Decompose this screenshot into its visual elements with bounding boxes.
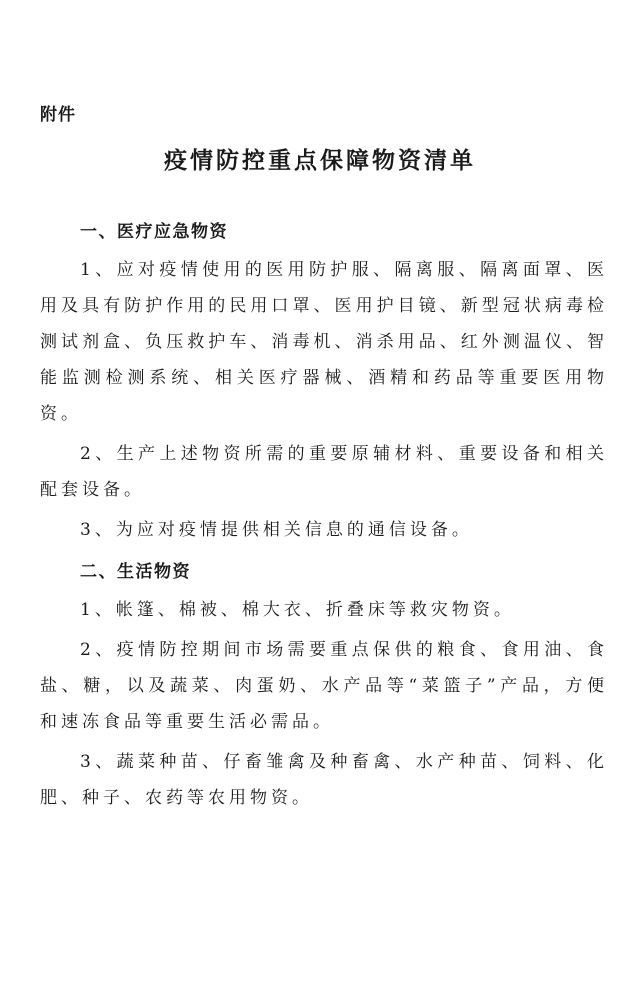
list-item: 2、生产上述物资所需的重要原辅材料、重要设备和相关配套设备。: [40, 444, 608, 500]
document-body: [40, 212, 608, 820]
list-item: 3、蔬菜种苗、仔畜雏禽及种畜禽、水产种苗、饲料、化肥、种子、农药等农用物资。: [40, 752, 608, 808]
list-item: 1、帐篷、棉被、棉大衣、折叠床等救灾物资。: [80, 600, 515, 620]
section-heading: 二、生活物资: [80, 562, 191, 582]
section-living-supplies: [40, 552, 608, 816]
attachment-label: 附件: [40, 105, 76, 125]
section-heading: 一、医疗应急物资: [80, 222, 228, 242]
list-item: 3、为应对疫情提供相关信息的通信设备。: [80, 520, 473, 540]
section-medical-supplies: [40, 212, 608, 548]
list-item: 2、疫情防控期间市场需要重点保供的粮食、食用油、食盐、糖，以及蔬菜、肉蛋奶、水产品等“菜篮子”产品，方便和速冻食品等重要生活必需品。: [40, 640, 608, 732]
document-title: 疫情防控重点保障物资清单: [164, 148, 476, 174]
list-item: 1、应对疫情使用的医用防护服、隔离服、隔离面罩、医用及具有防护作用的民用口罩、医用护目镜、新型冠状病毒检测试剂盒、负压救护车、消毒机、消杀用品、红外测温仪、智能监测检测系统、相关医疗器械、酒精和药品等重要医用物资。: [40, 260, 608, 424]
